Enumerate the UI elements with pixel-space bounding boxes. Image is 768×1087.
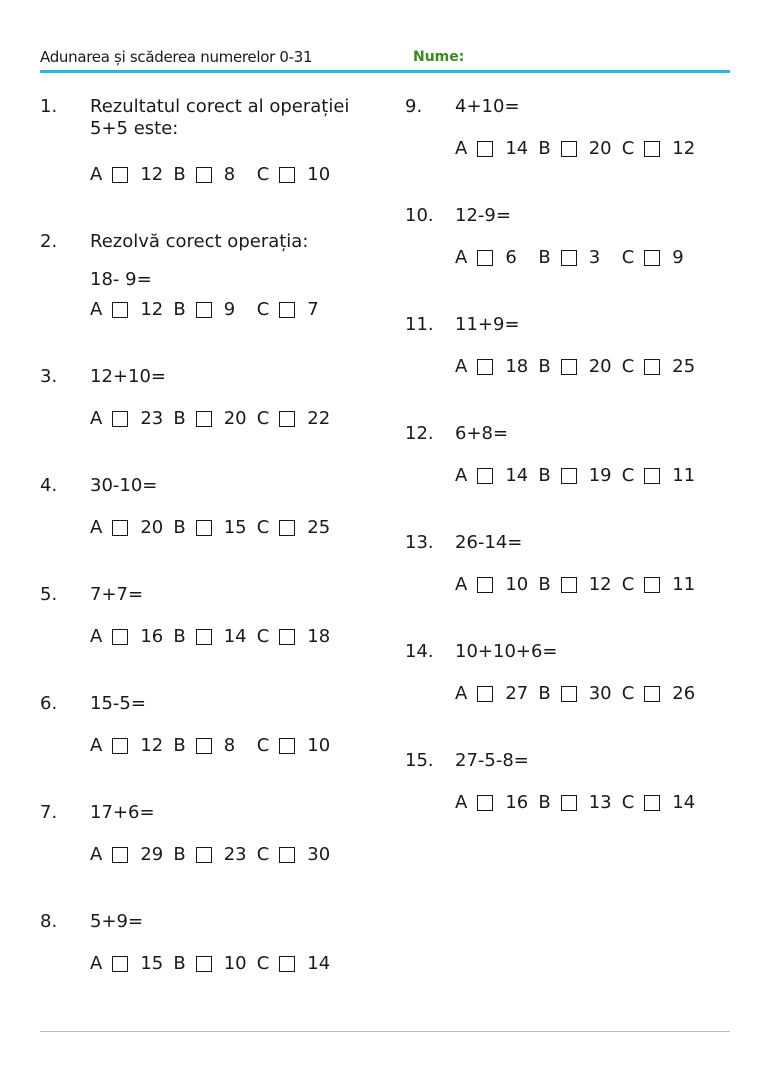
answer-checkbox-a[interactable] xyxy=(477,686,493,702)
option-value: 20 xyxy=(140,517,164,538)
option-value: 10 xyxy=(223,953,247,974)
option-value: 15 xyxy=(223,517,247,538)
answer-checkbox-b[interactable] xyxy=(196,629,212,645)
question-text-line: 18- 9= xyxy=(90,269,152,290)
answer-checkbox-a[interactable] xyxy=(112,738,128,754)
answer-checkbox-b[interactable] xyxy=(561,577,577,593)
option-letter-b: B xyxy=(173,626,186,647)
option-value: 14 xyxy=(223,626,247,647)
answer-checkbox-a[interactable] xyxy=(112,411,128,427)
question-text-line: 15-5= xyxy=(90,693,146,714)
option-value: 12 xyxy=(140,164,164,185)
option-value: 11 xyxy=(672,574,696,595)
answer-checkbox-c[interactable] xyxy=(279,167,295,183)
option-letter-b: B xyxy=(173,408,186,429)
answer-checkbox-b[interactable] xyxy=(561,250,577,266)
option-letter-b: B xyxy=(173,844,186,865)
name-label: Nume: xyxy=(413,49,465,65)
answer-options xyxy=(455,247,705,269)
option-value: 12 xyxy=(140,299,164,320)
answer-checkbox-c[interactable] xyxy=(279,629,295,645)
option-value: 10 xyxy=(307,735,331,756)
question-number: 11. xyxy=(405,314,434,335)
question-text-line: 6+8= xyxy=(455,423,509,444)
answer-checkbox-b[interactable] xyxy=(196,520,212,536)
worksheet-header xyxy=(40,48,730,70)
question-text-line: 5+9= xyxy=(90,911,144,932)
option-letter-c: C xyxy=(621,683,635,704)
option-letter-c: C xyxy=(256,517,270,538)
option-letter-a: A xyxy=(455,138,468,159)
question-number: 2. xyxy=(40,231,58,252)
option-letter-a: A xyxy=(455,356,468,377)
option-value: 20 xyxy=(223,408,247,429)
option-value: 9 xyxy=(223,299,236,320)
option-letter-a: A xyxy=(90,299,103,320)
question-text-line: 30-10= xyxy=(90,475,158,496)
option-letter-b: B xyxy=(173,953,186,974)
answer-options xyxy=(90,299,340,321)
answer-options xyxy=(90,517,340,539)
question-text-line: 5+5 este: xyxy=(90,118,179,139)
answer-checkbox-c[interactable] xyxy=(644,795,660,811)
answer-checkbox-a[interactable] xyxy=(477,250,493,266)
answer-checkbox-c[interactable] xyxy=(279,847,295,863)
answer-checkbox-a[interactable] xyxy=(112,167,128,183)
question-text xyxy=(455,314,745,336)
answer-checkbox-b[interactable] xyxy=(196,167,212,183)
answer-checkbox-b[interactable] xyxy=(196,302,212,318)
question-text xyxy=(455,96,745,118)
answer-checkbox-c[interactable] xyxy=(279,302,295,318)
option-letter-c: C xyxy=(621,138,635,159)
answer-checkbox-b[interactable] xyxy=(196,956,212,972)
option-value: 19 xyxy=(588,465,612,486)
option-letter-b: B xyxy=(538,574,551,595)
answer-checkbox-c[interactable] xyxy=(279,411,295,427)
option-letter-c: C xyxy=(256,164,270,185)
answer-options xyxy=(455,356,705,378)
option-value: 3 xyxy=(588,247,601,268)
answer-checkbox-a[interactable] xyxy=(112,629,128,645)
option-letter-c: C xyxy=(621,465,635,486)
answer-options xyxy=(90,626,340,648)
option-letter-a: A xyxy=(90,735,103,756)
question-text xyxy=(455,641,745,663)
option-letter-b: B xyxy=(538,138,551,159)
answer-checkbox-a[interactable] xyxy=(477,468,493,484)
question-number: 9. xyxy=(405,96,423,117)
footer-divider xyxy=(40,1031,730,1032)
answer-options xyxy=(455,138,705,160)
question-text xyxy=(90,802,380,824)
option-value: 14 xyxy=(505,465,529,486)
option-value: 20 xyxy=(588,138,612,159)
option-value: 14 xyxy=(505,138,529,159)
answer-checkbox-b[interactable] xyxy=(561,141,577,157)
answer-checkbox-a[interactable] xyxy=(112,956,128,972)
question-text-line: 27-5-8= xyxy=(455,750,529,771)
option-value: 30 xyxy=(588,683,612,704)
option-letter-c: C xyxy=(256,953,270,974)
option-letter-a: A xyxy=(455,465,468,486)
option-letter-a: A xyxy=(455,792,468,813)
question-text xyxy=(90,231,380,290)
question-text xyxy=(90,366,380,388)
answer-options xyxy=(90,164,340,186)
option-letter-c: C xyxy=(621,792,635,813)
question-number: 14. xyxy=(405,641,434,662)
option-value: 27 xyxy=(505,683,529,704)
answer-checkbox-a[interactable] xyxy=(477,359,493,375)
answer-options xyxy=(90,953,340,975)
question-text xyxy=(455,423,745,445)
option-letter-c: C xyxy=(621,247,635,268)
answer-checkbox-a[interactable] xyxy=(112,847,128,863)
question-number: 6. xyxy=(40,693,58,714)
answer-checkbox-b[interactable] xyxy=(561,359,577,375)
option-value: 25 xyxy=(307,517,331,538)
answer-checkbox-a[interactable] xyxy=(112,302,128,318)
option-letter-c: C xyxy=(256,844,270,865)
answer-checkbox-c[interactable] xyxy=(279,738,295,754)
question-number: 7. xyxy=(40,802,58,823)
answer-checkbox-a[interactable] xyxy=(477,795,493,811)
option-value: 10 xyxy=(307,164,331,185)
option-value: 16 xyxy=(140,626,164,647)
question-text xyxy=(90,911,380,933)
answer-checkbox-b[interactable] xyxy=(561,686,577,702)
option-letter-a: A xyxy=(90,844,103,865)
option-value: 12 xyxy=(588,574,612,595)
option-letter-a: A xyxy=(90,408,103,429)
option-value: 13 xyxy=(588,792,612,813)
question-number: 1. xyxy=(40,96,58,117)
option-letter-a: A xyxy=(90,953,103,974)
option-letter-a: A xyxy=(455,247,468,268)
answer-options xyxy=(455,465,705,487)
option-letter-c: C xyxy=(256,735,270,756)
option-value: 9 xyxy=(672,247,684,268)
question-number: 10. xyxy=(405,205,434,226)
answer-checkbox-c[interactable] xyxy=(644,359,660,375)
question-number: 15. xyxy=(405,750,434,771)
option-value: 16 xyxy=(505,792,529,813)
answer-checkbox-b[interactable] xyxy=(561,468,577,484)
question-text-line: 4+10= xyxy=(455,96,520,117)
question-number: 13. xyxy=(405,532,434,553)
option-value: 12 xyxy=(672,138,696,159)
question-text-line: 26-14= xyxy=(455,532,523,553)
option-value: 25 xyxy=(672,356,696,377)
answer-checkbox-a[interactable] xyxy=(112,520,128,536)
question-number: 5. xyxy=(40,584,58,605)
question-text-line: 10+10+6= xyxy=(455,641,558,662)
question-text-line: 7+7= xyxy=(90,584,144,605)
answer-checkbox-b[interactable] xyxy=(196,738,212,754)
question-text-line: 12-9= xyxy=(455,205,511,226)
option-value: 20 xyxy=(588,356,612,377)
option-value: 14 xyxy=(672,792,696,813)
question-number: 12. xyxy=(405,423,434,444)
option-letter-c: C xyxy=(256,299,270,320)
question-text-line: Rezultatul corect al operației xyxy=(90,96,350,117)
question-text-line: 11+9= xyxy=(455,314,520,335)
answer-checkbox-a[interactable] xyxy=(477,577,493,593)
option-value: 18 xyxy=(505,356,529,377)
answer-options xyxy=(455,574,705,596)
answer-options xyxy=(90,408,340,430)
option-letter-b: B xyxy=(173,735,186,756)
answer-checkbox-c[interactable] xyxy=(279,520,295,536)
option-letter-a: A xyxy=(90,626,103,647)
question-text xyxy=(90,693,380,715)
answer-checkbox-c[interactable] xyxy=(644,468,660,484)
question-text-line: 17+6= xyxy=(90,802,155,823)
option-value: 23 xyxy=(140,408,164,429)
answer-checkbox-c[interactable] xyxy=(644,577,660,593)
option-value: 8 xyxy=(223,735,236,756)
option-value: 29 xyxy=(140,844,164,865)
answer-checkbox-b[interactable] xyxy=(196,847,212,863)
answer-checkbox-c[interactable] xyxy=(644,250,660,266)
option-value: 6 xyxy=(505,247,517,268)
option-value: 7 xyxy=(307,299,319,320)
answer-options xyxy=(90,844,340,866)
question-text xyxy=(90,96,380,140)
option-value: 11 xyxy=(672,465,696,486)
option-letter-a: A xyxy=(455,683,468,704)
option-value: 26 xyxy=(672,683,696,704)
question-number: 4. xyxy=(40,475,58,496)
option-value: 22 xyxy=(307,408,331,429)
option-letter-b: B xyxy=(538,792,551,813)
worksheet-title: Adunarea și scăderea numerelor 0-31 xyxy=(40,48,313,66)
question-text-line: Rezolvă corect operația: xyxy=(90,231,309,252)
option-value: 12 xyxy=(140,735,164,756)
option-letter-b: B xyxy=(538,683,551,704)
option-letter-a: A xyxy=(455,574,468,595)
option-letter-b: B xyxy=(173,517,186,538)
option-value: 30 xyxy=(307,844,331,865)
question-text-line: 12+10= xyxy=(90,366,166,387)
option-letter-b: B xyxy=(173,164,186,185)
question-text xyxy=(455,205,745,227)
header-divider xyxy=(40,70,730,73)
option-letter-a: A xyxy=(90,164,103,185)
option-letter-c: C xyxy=(621,356,635,377)
answer-options xyxy=(455,792,705,814)
question-text xyxy=(455,532,745,554)
option-letter-a: A xyxy=(90,517,103,538)
option-letter-c: C xyxy=(621,574,635,595)
option-letter-b: B xyxy=(538,356,551,377)
answer-checkbox-a[interactable] xyxy=(477,141,493,157)
option-letter-b: B xyxy=(173,299,186,320)
option-value: 14 xyxy=(307,953,331,974)
option-value: 8 xyxy=(223,164,236,185)
answer-checkbox-c[interactable] xyxy=(644,686,660,702)
option-letter-c: C xyxy=(256,408,270,429)
option-value: 15 xyxy=(140,953,164,974)
answer-checkbox-b[interactable] xyxy=(561,795,577,811)
question-text xyxy=(455,750,745,772)
question-text xyxy=(90,475,380,497)
option-value: 10 xyxy=(505,574,529,595)
answer-checkbox-c[interactable] xyxy=(279,956,295,972)
question-text xyxy=(90,584,380,606)
option-value: 23 xyxy=(223,844,247,865)
option-letter-b: B xyxy=(538,465,551,486)
answer-options xyxy=(455,683,705,705)
option-letter-c: C xyxy=(256,626,270,647)
option-letter-b: B xyxy=(538,247,551,268)
option-value: 18 xyxy=(307,626,331,647)
answer-checkbox-b[interactable] xyxy=(196,411,212,427)
question-number: 3. xyxy=(40,366,58,387)
answer-options xyxy=(90,735,340,757)
answer-checkbox-c[interactable] xyxy=(644,141,660,157)
question-number: 8. xyxy=(40,911,58,932)
